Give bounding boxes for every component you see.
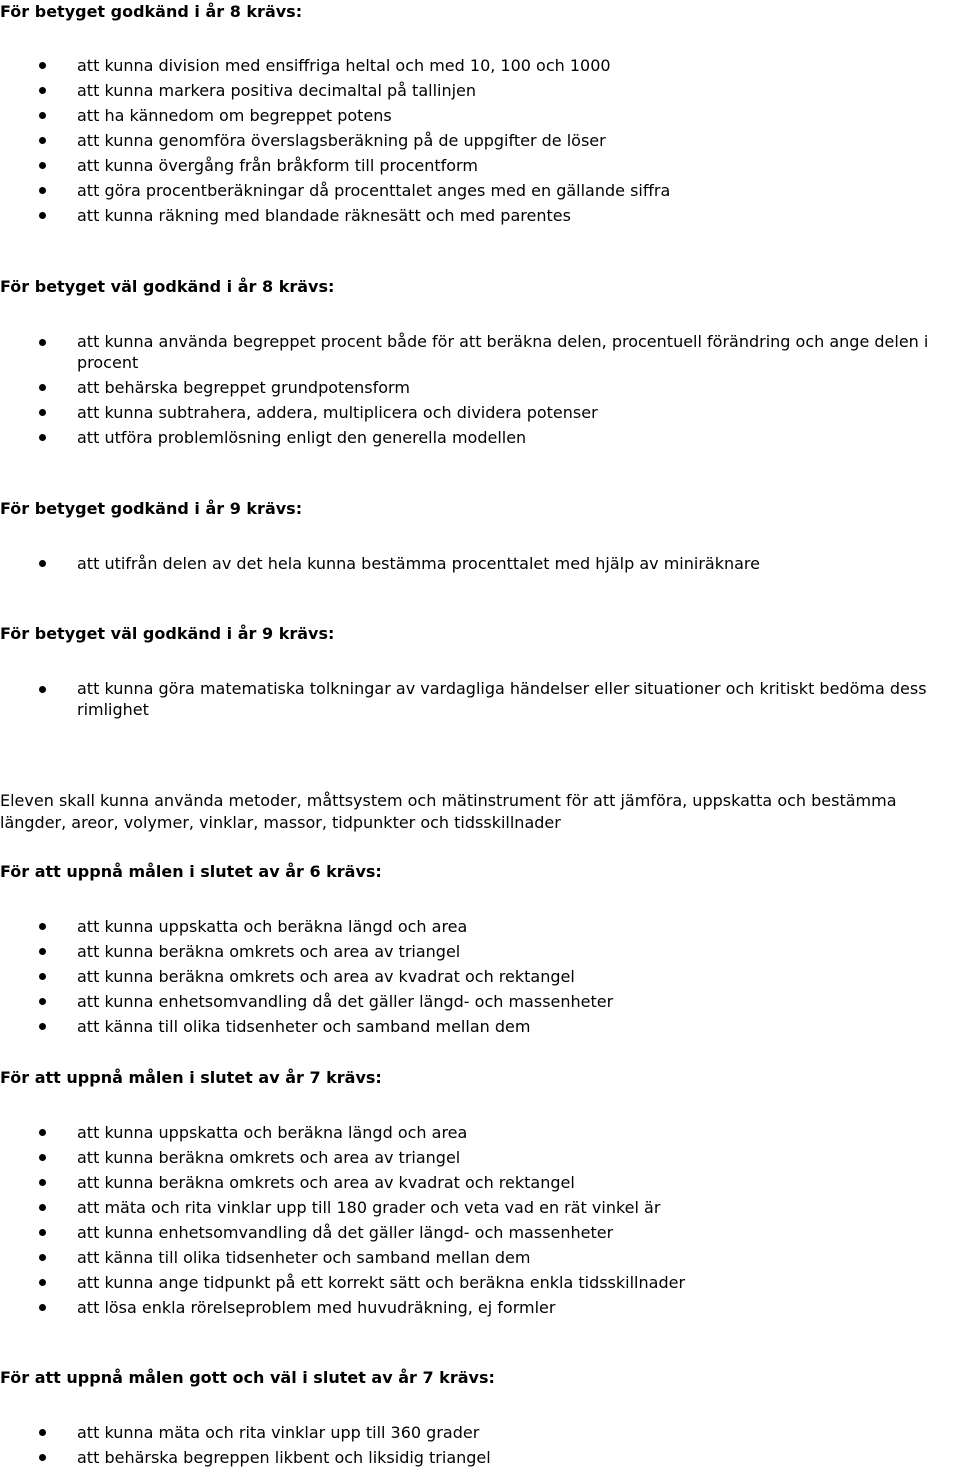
list-item: att kunna genomföra överslagsberäkning på de uppgifter de löser: [0, 128, 960, 153]
bullet-icon: [39, 1454, 46, 1461]
criteria-list: [0, 331, 960, 450]
bullet-icon: [39, 339, 46, 346]
bullet-icon: [39, 973, 46, 980]
bullet-icon: [39, 1429, 46, 1436]
bullet-icon: [39, 187, 46, 194]
bullet-icon: [39, 1229, 46, 1236]
bullet-icon: [39, 1179, 46, 1186]
bullet-icon: [39, 434, 46, 441]
bullet-icon: [39, 686, 46, 693]
section-heading: För att uppnå målen gott och väl i slutet av år 7 krävs:: [0, 1368, 495, 1387]
bullet-icon: [39, 1023, 46, 1030]
bullet-icon: [39, 162, 46, 169]
bullet-icon: [39, 560, 46, 567]
criteria-list: [0, 914, 960, 1039]
list-item: att mäta och rita vinklar upp till 180 grader och veta vad en rät vinkel är: [0, 1195, 960, 1220]
bullet-icon: [39, 1154, 46, 1161]
list-item: att kunna uppskatta och beräkna längd och area: [0, 914, 960, 939]
list-item: att kunna använda begreppet procent både för att beräkna delen, procentuell förändring och ange delen i procent: [0, 331, 960, 373]
bullet-icon: [39, 1279, 46, 1286]
bullet-icon: [39, 923, 46, 930]
list-item: att kunna beräkna omkrets och area av triangel: [0, 1145, 960, 1170]
list-item: att kunna beräkna omkrets och area av kvadrat och rektangel: [0, 1170, 960, 1195]
criteria-list: [0, 53, 960, 228]
list-item: att kunna ange tidpunkt på ett korrekt sätt och beräkna enkla tidsskillnader: [0, 1270, 960, 1295]
bullet-icon: [39, 1204, 46, 1211]
list-item: att kunna markera positiva decimaltal på tallinjen: [0, 78, 960, 103]
list-item: att kunna uppskatta och beräkna längd och area: [0, 1120, 960, 1145]
bullet-icon: [39, 212, 46, 219]
section-heading: För att uppnå målen i slutet av år 6 krävs:: [0, 862, 382, 881]
bullet-icon: [39, 1129, 46, 1136]
list-item: att kunna beräkna omkrets och area av kvadrat och rektangel: [0, 964, 960, 989]
list-item: att kunna enhetsomvandling då det gäller längd- och massenheter: [0, 1220, 960, 1245]
bullet-icon: [39, 1254, 46, 1261]
list-item: att ha kännedom om begreppet potens: [0, 103, 960, 128]
bullet-icon: [39, 1304, 46, 1311]
list-item: att kunna division med ensiffriga heltal och med 10, 100 och 1000: [0, 53, 960, 78]
bullet-icon: [39, 87, 46, 94]
list-item: att känna till olika tidsenheter och samband mellan dem: [0, 1014, 960, 1039]
criteria-list: [0, 678, 960, 720]
body-paragraph: Eleven skall kunna använda metoder, måttsystem och mätinstrument för att jämföra, uppskatta och bestämma längder, areor, volymer, vinklar, massor, tidpunkter och tidsskillnader: [0, 791, 897, 832]
section-heading: För betyget väl godkänd i år 9 krävs:: [0, 624, 335, 643]
list-item: att kunna göra matematiska tolkningar av vardagliga händelser eller situationer och kritiskt bedöma dess rimlighet: [0, 678, 960, 720]
list-item: att behärska begreppet grundpotensform: [0, 375, 960, 400]
criteria-list: [0, 1120, 960, 1320]
bullet-icon: [39, 409, 46, 416]
section-heading: För betyget godkänd i år 9 krävs:: [0, 499, 303, 518]
list-item: att kunna räkning med blandade räknesätt och med parentes: [0, 203, 960, 228]
list-item: att utföra problemlösning enligt den generella modellen: [0, 425, 960, 450]
bullet-icon: [39, 998, 46, 1005]
section-heading: För betyget godkänd i år 8 krävs:: [0, 2, 303, 21]
bullet-icon: [39, 384, 46, 391]
section-heading: För att uppnå målen i slutet av år 7 krävs:: [0, 1068, 382, 1087]
list-item: att kunna enhetsomvandling då det gäller längd- och massenheter: [0, 989, 960, 1014]
criteria-list: [0, 551, 960, 576]
section-heading: För betyget väl godkänd i år 8 krävs:: [0, 277, 335, 296]
criteria-list: [0, 1420, 960, 1470]
list-item: att kunna beräkna omkrets och area av triangel: [0, 939, 960, 964]
list-item: att kunna övergång från bråkform till procentform: [0, 153, 960, 178]
list-item: att kunna subtrahera, addera, multiplicera och dividera potenser: [0, 400, 960, 425]
bullet-icon: [39, 62, 46, 69]
list-item: att kunna mäta och rita vinklar upp till 360 grader: [0, 1420, 960, 1445]
bullet-icon: [39, 948, 46, 955]
list-item: att utifrån delen av det hela kunna bestämma procenttalet med hjälp av miniräknare: [0, 551, 960, 576]
list-item: att lösa enkla rörelseproblem med huvudräkning, ej formler: [0, 1295, 960, 1320]
list-item: att göra procentberäkningar då procenttalet anges med en gällande siffra: [0, 178, 960, 203]
list-item: att känna till olika tidsenheter och samband mellan dem: [0, 1245, 960, 1270]
bullet-icon: [39, 112, 46, 119]
bullet-icon: [39, 137, 46, 144]
list-item: att behärska begreppen likbent och liksidig triangel: [0, 1445, 960, 1470]
